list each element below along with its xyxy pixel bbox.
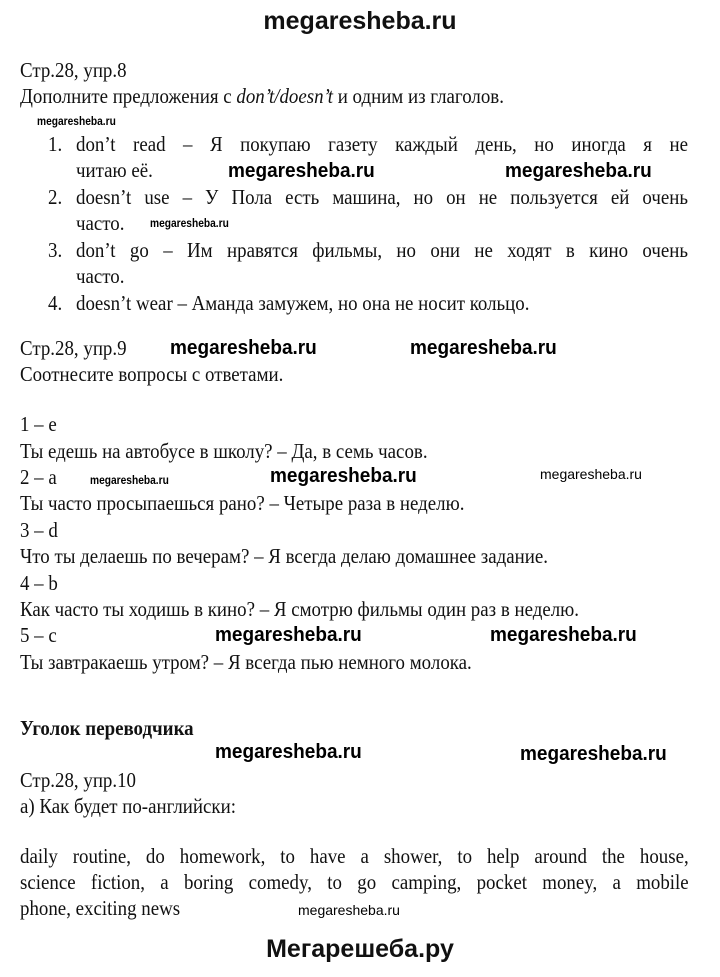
watermark: megaresheba.ru — [150, 216, 229, 230]
text-line: daily routine, do homework, to have a shower, to help around the house, — [20, 844, 689, 868]
section-heading: Уголок переводчика — [20, 716, 194, 740]
pair-text: Ты едешь на автобусе в школу? – Да, в семь часов. — [20, 439, 428, 463]
ex8-title: Стр.28, упр.8 — [20, 58, 127, 82]
item-number: 1. — [48, 132, 63, 156]
ex9-instruction: Соотнесите вопросы с ответами. — [20, 362, 284, 386]
watermark: megaresheba.ru — [410, 337, 557, 359]
list-item-cont: читаю её. — [76, 158, 153, 182]
instruction-text: и одним из глаголов. — [332, 84, 504, 108]
pair-key: 1 – e — [20, 412, 57, 436]
item-number: 4. — [48, 291, 63, 315]
ex10-title: Стр.28, упр.10 — [20, 768, 137, 792]
watermark: megaresheba.ru — [520, 743, 667, 765]
watermark: megaresheba.ru — [170, 337, 317, 359]
watermark: megaresheba.ru — [298, 902, 400, 918]
ex10-instruction: а) Как будет по-английски: — [20, 794, 236, 818]
pair-text: Ты часто просыпаешься рано? – Четыре раза в неделю. — [20, 491, 465, 515]
pair-key: 3 – d — [20, 518, 58, 542]
watermark: megaresheba.ru — [228, 160, 375, 182]
watermark: megaresheba.ru — [215, 624, 362, 646]
pair-text: Ты завтракаешь утром? – Я всегда пью немного молока. — [20, 650, 472, 674]
watermark: megaresheba.ru — [90, 473, 169, 487]
pair-text: Как часто ты ходишь в кино? – Я смотрю фильмы один раз в неделю. — [20, 597, 580, 621]
site-footer: Мегарешеба.ру — [266, 935, 454, 963]
list-item: don’t read – Я покупаю газету каждый день, но иногда я не — [76, 132, 688, 156]
list-item: doesn’t use – У Пола есть машина, но он не пользуется ей очень — [76, 185, 688, 209]
text-line: phone, exciting news — [20, 896, 181, 920]
ex8-instruction — [20, 84, 504, 108]
watermark: megaresheba.ru — [540, 466, 642, 482]
instruction-emphasis: don’t/doesn’t — [236, 84, 333, 108]
site-header: megaresheba.ru — [263, 7, 457, 35]
watermark: megaresheba.ru — [37, 114, 116, 128]
instruction-text: Дополните предложения с — [20, 84, 237, 108]
list-item: doesn’t wear – Аманда замужем, но она не носит кольцо. — [76, 291, 530, 315]
item-number: 2. — [48, 185, 63, 209]
pair-key: 4 – b — [20, 571, 58, 595]
text-line: science fiction, a boring comedy, to go camping, pocket money, a mobile — [20, 870, 689, 894]
pair-text: Что ты делаешь по вечерам? – Я всегда делаю домашнее задание. — [20, 544, 548, 568]
ex9-title: Стр.28, упр.9 — [20, 336, 127, 360]
pair-key: 2 – a — [20, 465, 57, 489]
watermark: megaresheba.ru — [215, 741, 362, 763]
list-item: don’t go – Им нравятся фильмы, но они не ходят в кино очень — [76, 238, 688, 262]
list-item-cont: часто. — [76, 264, 125, 288]
watermark: megaresheba.ru — [270, 465, 417, 487]
item-number: 3. — [48, 238, 63, 262]
pair-key: 5 – c — [20, 623, 57, 647]
list-item-cont: часто. — [76, 211, 125, 235]
watermark: megaresheba.ru — [490, 624, 637, 646]
watermark: megaresheba.ru — [505, 160, 652, 182]
